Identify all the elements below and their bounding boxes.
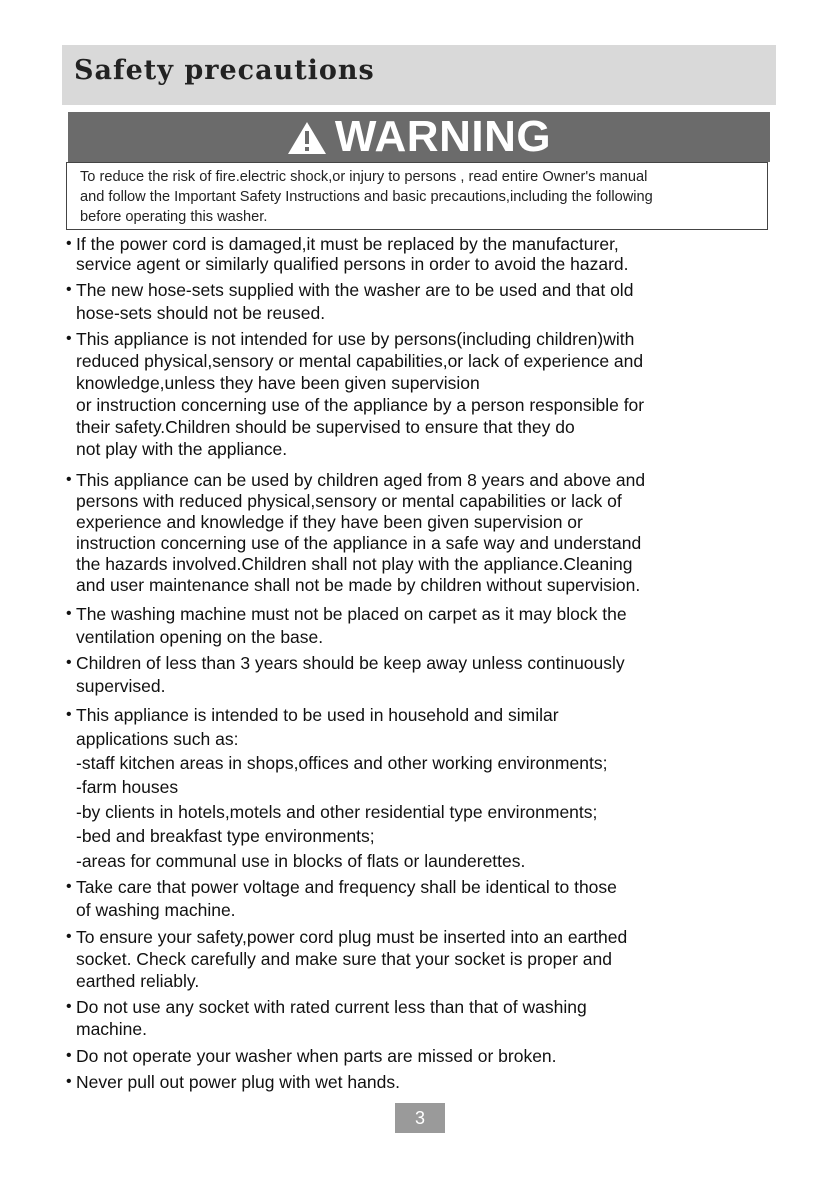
bullet-icon: • — [66, 654, 72, 671]
precaution-line: To ensure your safety,power cord plug must be inserted into an earthed — [76, 927, 628, 947]
page-number-badge — [395, 1103, 445, 1133]
precaution-line: instruction concerning use of the appliance in a safe way and understand — [76, 533, 642, 553]
warning-intro-line: before operating this washer. — [80, 209, 268, 225]
precaution-line: or instruction concerning use of the appliance by a person responsible for — [76, 395, 645, 415]
warning-intro-line: and follow the Important Safety Instructions and basic precautions,including the following — [80, 189, 653, 205]
precaution-line: applications such as: — [76, 729, 239, 749]
warning-intro-box — [66, 162, 768, 230]
precaution-line: -staff kitchen areas in shops,offices and other working environments; — [76, 753, 608, 773]
precaution-line: -areas for communal use in blocks of flats or launderettes. — [76, 851, 526, 871]
precaution-line: machine. — [76, 1019, 148, 1039]
precaution-line: -farm houses — [76, 777, 179, 797]
precaution-line: This appliance is not intended for use by persons(including children)with — [76, 329, 635, 349]
warning-title: WARNING — [334, 112, 552, 161]
bullet-icon: • — [66, 928, 72, 945]
precaution-line: Children of less than 3 years should be keep away unless continuously — [76, 653, 625, 673]
precaution-line: Never pull out power plug with wet hands. — [76, 1072, 400, 1092]
precaution-line: reduced physical,sensory or mental capabilities,or lack of experience and — [76, 351, 644, 371]
precaution-line: earthed reliably. — [76, 971, 200, 991]
bullet-icon: • — [66, 605, 72, 622]
precaution-line: -by clients in hotels,motels and other residential type environments; — [76, 802, 598, 822]
precaution-line: persons with reduced physical,sensory or mental capabilities or lack of — [76, 491, 622, 511]
bullet-icon: • — [66, 235, 72, 252]
precaution-line: and user maintenance shall not be made by children without supervision. — [76, 575, 641, 595]
bullet-icon: • — [66, 1073, 72, 1090]
bullet-icon: • — [66, 281, 72, 298]
page-number: 3 — [414, 1107, 425, 1128]
precaution-line: hose-sets should not be reused. — [76, 303, 326, 323]
precaution-line: Do not use any socket with rated current less than that of washing — [76, 997, 587, 1017]
bullet-icon: • — [66, 1047, 72, 1064]
precaution-line: not play with the appliance. — [76, 439, 288, 459]
bullet-icon: • — [66, 330, 72, 347]
precaution-line: -bed and breakfast type environments; — [76, 826, 375, 846]
precaution-line: service agent or similarly qualified persons in order to avoid the hazard. — [76, 254, 629, 274]
bullet-icon: • — [66, 878, 72, 895]
header-bar — [62, 45, 776, 105]
precaution-line: of washing machine. — [76, 900, 236, 920]
page-title: Safety precautions — [74, 55, 375, 86]
precaution-line: ventilation opening on the base. — [76, 627, 324, 647]
precaution-line: The new hose-sets supplied with the washer are to be used and that old — [76, 280, 634, 300]
precaution-line: supervised. — [76, 676, 166, 696]
precaution-line: knowledge,unless they have been given supervision — [76, 373, 480, 393]
warning-triangle-icon — [287, 121, 327, 155]
precaution-line: the hazards involved.Children shall not play with the appliance.Cleaning — [76, 554, 633, 574]
precaution-line: This appliance can be used by children aged from 8 years and above and — [76, 470, 646, 490]
bullet-icon: • — [66, 998, 72, 1015]
precaution-line: The washing machine must not be placed on carpet as it may block the — [76, 604, 627, 624]
precaution-line: their safety.Children should be supervised to ensure that they do — [76, 417, 575, 437]
warning-banner — [68, 112, 770, 162]
precaution-line: experience and knowledge if they have been given supervision or — [76, 512, 583, 532]
precaution-line: socket. Check carefully and make sure that your socket is proper and — [76, 949, 612, 969]
precaution-line: Take care that power voltage and frequency shall be identical to those — [76, 877, 617, 897]
bullet-icon: • — [66, 471, 72, 488]
precaution-line: This appliance is intended to be used in household and similar — [76, 705, 559, 725]
bullet-icon: • — [66, 706, 72, 723]
precaution-line: If the power cord is damaged,it must be replaced by the manufacturer, — [76, 234, 619, 254]
precaution-line: Do not operate your washer when parts are missed or broken. — [76, 1046, 557, 1066]
warning-intro-line: To reduce the risk of fire.electric shock,or injury to persons , read entire Owner's manual — [80, 169, 648, 185]
